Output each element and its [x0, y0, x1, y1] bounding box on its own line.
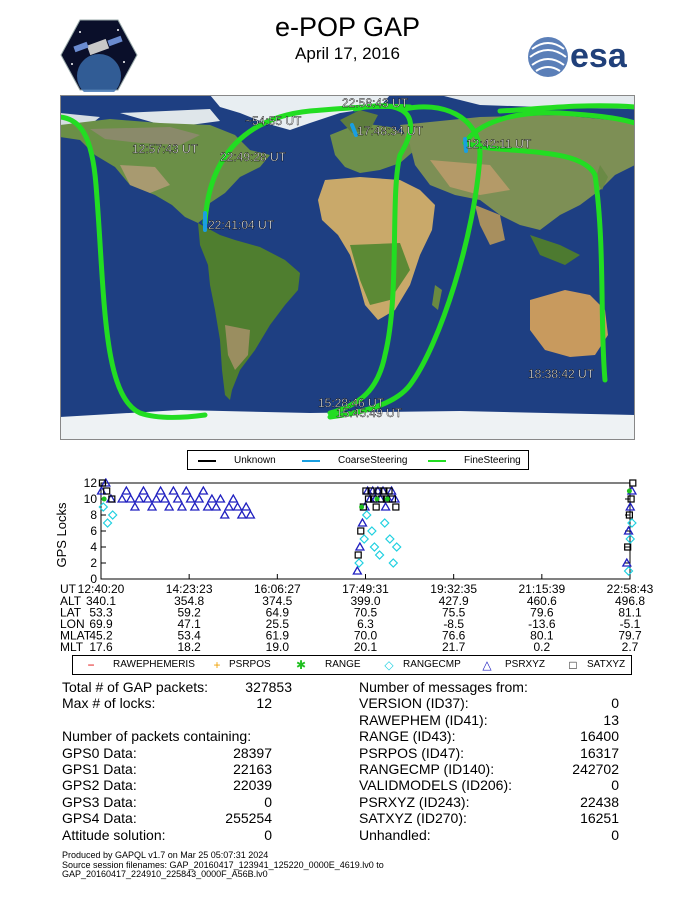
row-value: -13.6 — [528, 617, 556, 631]
rangecmp-point — [109, 511, 117, 519]
stat-value: 22163 — [233, 760, 272, 777]
rangecmp-point — [368, 527, 376, 535]
row-value: 59.2 — [177, 605, 201, 620]
row-value: 374.5 — [262, 594, 293, 608]
satxyz-point — [373, 504, 379, 510]
row-label-mlt: MLT — [60, 640, 84, 654]
stat-label: RANGE (ID43): — [359, 728, 456, 745]
gps-locks-chart — [0, 478, 695, 658]
row-label-mlat: MLAT — [60, 628, 92, 643]
psrxyz-point — [191, 503, 199, 510]
track-label: 17:48:34 UT — [357, 124, 424, 138]
psrxyz-point — [225, 503, 233, 510]
legend-label: RANGE — [325, 659, 361, 670]
track-label: 18:38:42 UT — [528, 367, 595, 381]
stat-label: Unhandled: — [359, 826, 431, 843]
legend-label: SATXYZ — [587, 659, 626, 670]
legend-item-unknown — [198, 451, 298, 469]
rangecmp-point — [381, 519, 389, 527]
row-value: -8.5 — [443, 617, 465, 631]
stat-label: PSRPOS (ID47): — [359, 744, 465, 761]
stat-value: 255254 — [225, 810, 272, 827]
range-point — [375, 497, 380, 502]
stat-value: 13 — [603, 711, 619, 728]
legend-symbol: + — [213, 658, 221, 672]
stat-label: GPS4 Data: — [62, 810, 137, 827]
psrxyz-point — [382, 503, 390, 510]
psrxyz-point — [212, 503, 220, 510]
legend-label: RAWEPHEMERIS — [113, 659, 195, 670]
page-date: April 17, 2016 — [295, 44, 400, 63]
psrxyz-point — [356, 543, 364, 550]
row-value: 53.4 — [177, 628, 201, 643]
stat-row — [359, 761, 619, 777]
x-tick-label: 14:23:23 — [165, 582, 213, 596]
rangecmp-point — [628, 519, 636, 527]
row-value: 75.5 — [441, 605, 466, 620]
gps-legend — [72, 655, 632, 675]
stat-value: 28397 — [233, 744, 272, 761]
rangecmp-point — [376, 551, 384, 559]
track-label: 15:45:49 UT — [336, 406, 403, 420]
row-value: 53.3 — [89, 605, 113, 620]
row-value: 340.1 — [85, 594, 117, 608]
psrxyz-point — [195, 495, 203, 502]
psrxyz-point — [234, 503, 242, 510]
stat-row — [359, 777, 619, 793]
legend-label: CoarseSteering — [338, 455, 408, 466]
legend-symbol: △ — [482, 658, 492, 672]
rangecmp-point — [393, 543, 401, 551]
y-tick-label: 2 — [90, 556, 97, 570]
stat-label: GPS1 Data: — [62, 760, 137, 777]
stat-label: VALIDMODELS (ID206): — [359, 777, 513, 794]
rangecmp-point — [355, 559, 363, 567]
row-value: 61.9 — [265, 628, 290, 643]
rangecmp-point — [99, 503, 107, 511]
y-tick-label: 6 — [90, 524, 97, 538]
stat-value: 0 — [611, 777, 619, 794]
legend-item-satxyz — [567, 656, 631, 674]
track-label: 15:28:46 UT — [318, 396, 385, 410]
psrxyz-point — [157, 487, 165, 494]
stat-row — [359, 827, 619, 843]
satxyz-point — [358, 528, 364, 534]
row-value: 20.1 — [353, 640, 378, 654]
track-label: 22:58:43 UT — [342, 96, 409, 110]
psrxyz-point — [127, 495, 135, 502]
stat-row — [359, 810, 619, 826]
rangecmp-point — [389, 559, 397, 567]
psrxyz-point — [358, 519, 366, 526]
legend-symbol: ✱ — [295, 658, 307, 672]
rangecmp-point — [363, 511, 371, 519]
psrxyz-point — [174, 495, 182, 502]
y-tick-label: 0 — [90, 572, 97, 586]
footer-source-files-cont: GAP_20160417_224910_225843_0000F_A56B.lv0 — [62, 869, 268, 879]
chart-marks — [98, 479, 636, 575]
psrxyz-point — [199, 487, 207, 494]
row-value: 17.6 — [89, 640, 113, 654]
legend-swatch — [428, 460, 446, 462]
rangecmp-point — [370, 543, 378, 551]
orbit-parameter-table — [60, 594, 645, 654]
x-tick-label: 21:15:39 — [518, 582, 566, 596]
stat-row — [62, 761, 292, 777]
row-label-lat: LAT — [60, 605, 82, 620]
psrxyz-point — [118, 495, 126, 502]
stat-label: GPS0 Data: — [62, 744, 137, 761]
legend-swatch — [198, 460, 216, 462]
stat-row — [62, 827, 292, 843]
footer-source-files: Source session filenames: GAP_20160417_123941_125220_0000E_4619.lv0 to — [62, 859, 384, 870]
footer — [62, 851, 384, 880]
stat-row — [62, 712, 292, 728]
stat-label: Attitude solution: — [62, 826, 166, 843]
legend-symbol: − — [87, 658, 95, 672]
stat-row — [359, 728, 619, 744]
row-value: -5.1 — [619, 617, 641, 631]
y-axis-label: GPS Locks — [54, 502, 69, 568]
legend-label: FineSteering — [464, 455, 521, 466]
row-value: 64.9 — [265, 605, 290, 620]
footer-produced-by: Produced by GAPQL v1.7 on Mar 25 05:07:31 2024 — [62, 850, 269, 860]
psrxyz-point — [221, 511, 229, 518]
satxyz-point — [355, 552, 361, 558]
row-value: 496.8 — [614, 594, 646, 608]
psrxyz-point — [152, 495, 160, 502]
psrxyz-point — [208, 495, 216, 502]
stat-label: Number of packets containing: — [62, 728, 252, 745]
map-legend — [187, 450, 529, 470]
y-tick-label: 10 — [83, 492, 97, 506]
stat-label: RAWEPHEM (ID41): — [359, 711, 488, 728]
stat-label: RANGECMP (ID140): — [359, 760, 495, 777]
stat-row — [359, 745, 619, 761]
psrxyz-point — [165, 503, 173, 510]
track-label: 22:49:28 UT — [220, 150, 287, 164]
stat-value: 0 — [264, 826, 272, 843]
y-tick-label: 12 — [83, 478, 97, 490]
satxyz-point — [630, 480, 636, 486]
row-value: 80.1 — [530, 628, 554, 643]
page-title: e-POP GAP — [274, 12, 421, 42]
row-value: 19.0 — [265, 640, 290, 654]
rangecmp-point — [386, 535, 394, 543]
stat-label: GPS2 Data: — [62, 777, 137, 794]
stat-value: 0 — [264, 793, 272, 810]
row-value: 81.1 — [618, 605, 642, 620]
stat-row — [62, 745, 292, 761]
row-value: 47.1 — [177, 617, 201, 631]
x-tick-label: 17:49:31 — [342, 582, 389, 596]
stat-value: 16317 — [580, 744, 619, 761]
psrxyz-point — [178, 503, 186, 510]
row-value: 45.2 — [89, 628, 113, 643]
stat-value: 0 — [611, 826, 619, 843]
legend-symbol: ◇ — [384, 658, 394, 672]
stat-label: VERSION (ID37): — [359, 695, 469, 712]
legend-label: PSRPOS — [229, 659, 271, 670]
row-label-alt: ALT — [60, 594, 82, 608]
row-value: 6.3 — [357, 617, 374, 631]
range-point — [102, 497, 107, 502]
psrxyz-point — [161, 495, 169, 502]
message-stats — [359, 679, 619, 843]
track-label: ~54:55 UT — [245, 114, 302, 128]
stat-label: Total # of GAP packets: — [62, 679, 209, 695]
track-label: 22:41:04 UT — [208, 218, 275, 232]
row-value: 69.9 — [89, 617, 113, 631]
legend-item-coarsesteering — [302, 451, 422, 469]
stat-value: 22039 — [233, 777, 272, 794]
row-value: 21.7 — [441, 640, 466, 654]
row-value: 354.8 — [174, 594, 205, 608]
stat-value: 22438 — [580, 793, 619, 810]
row-value: 18.2 — [177, 640, 201, 654]
row-value: 0.2 — [533, 640, 551, 654]
legend-item-range — [295, 656, 375, 674]
row-value: 427.9 — [438, 594, 469, 608]
x-tick-label: 12:40:20 — [77, 582, 125, 596]
psrxyz-point — [169, 487, 177, 494]
psrxyz-point — [144, 495, 152, 502]
y-tick-label: 4 — [90, 540, 97, 554]
esa-logo-text: esa — [570, 37, 627, 75]
stat-row — [62, 794, 292, 810]
row-value: 25.5 — [265, 617, 290, 631]
stat-label: SATXYZ (ID270): — [359, 810, 467, 827]
psrxyz-point — [216, 495, 224, 502]
track-label: 12:42:11 UT — [466, 137, 532, 151]
row-value: 76.6 — [441, 628, 466, 643]
legend-label: Unknown — [234, 455, 276, 466]
row-value: 70.0 — [353, 628, 378, 643]
y-axis-ticks — [84, 478, 630, 586]
stat-value: 16400 — [580, 728, 619, 745]
rangecmp-point — [360, 535, 368, 543]
mission-badge-logo — [60, 18, 138, 92]
stat-label: PSRXYZ (ID243): — [359, 793, 470, 810]
psrxyz-point — [353, 567, 361, 574]
x-axis-ticks — [60, 574, 654, 596]
psrxyz-point — [131, 503, 139, 510]
packet-stats — [62, 679, 292, 843]
world-map — [60, 95, 635, 440]
esa-logo — [526, 34, 636, 80]
rangecmp-point — [625, 567, 633, 575]
psrxyz-point — [229, 495, 237, 502]
legend-symbol: □ — [569, 658, 577, 672]
range-point — [385, 497, 390, 502]
stat-row — [62, 679, 292, 695]
rangecmp-point — [104, 519, 112, 527]
range-point — [627, 489, 632, 494]
row-label-lon: LON — [60, 617, 85, 631]
satxyz-point — [393, 504, 399, 510]
row-value: 2.7 — [621, 640, 639, 654]
stat-value: 12 — [256, 695, 272, 712]
psrxyz-point — [182, 487, 190, 494]
x-tick-label: 19:32:35 — [430, 582, 478, 596]
x-tick-label: 22:58:43 — [606, 582, 654, 596]
stat-label: Max # of locks: — [62, 695, 156, 712]
stat-value: 0 — [611, 695, 619, 712]
stat-value: 16251 — [580, 810, 619, 827]
y-tick-label: 8 — [90, 508, 97, 522]
psrxyz-point — [148, 503, 156, 510]
legend-item-psrpos — [211, 656, 291, 674]
legend-item-finesteering — [428, 451, 528, 469]
stat-row — [359, 695, 619, 711]
row-value: 79.7 — [618, 628, 642, 643]
stat-value: 242702 — [572, 760, 619, 777]
psrxyz-point — [204, 503, 212, 510]
stat-row — [62, 777, 292, 793]
esa-globe-icon — [526, 35, 570, 79]
legend-label: RANGECMP — [403, 659, 461, 670]
psrxyz-point — [246, 511, 254, 518]
x-tick-label: 16:06:27 — [253, 582, 301, 596]
psrxyz-point — [238, 511, 246, 518]
psrxyz-point — [139, 487, 147, 494]
row-value: 79.6 — [530, 605, 554, 620]
stat-row — [359, 712, 619, 728]
stat-row — [62, 695, 292, 711]
stat-row — [359, 794, 619, 810]
x-axis-prefix-label: UT — [60, 582, 76, 596]
psrxyz-point — [135, 495, 143, 502]
stat-row — [359, 679, 619, 695]
stat-value: 327853 — [245, 679, 292, 695]
legend-item-rawephemeris — [85, 656, 195, 674]
stat-label: GPS3 Data: — [62, 793, 137, 810]
legend-label: PSRXYZ — [505, 659, 546, 670]
psrxyz-point — [187, 495, 195, 502]
stat-label: Number of messages from: — [359, 679, 528, 695]
legend-swatch — [302, 460, 320, 462]
legend-item-rangecmp — [383, 656, 483, 674]
row-value: 460.6 — [526, 594, 557, 608]
range-point — [359, 505, 364, 510]
row-value: 70.5 — [353, 605, 378, 620]
row-value: 399.0 — [350, 594, 381, 608]
stat-row — [62, 810, 292, 826]
track-label: 12:57:43 UT — [132, 142, 199, 156]
psrxyz-point — [122, 487, 130, 494]
stat-row — [62, 728, 292, 744]
legend-item-psrxyz — [481, 656, 561, 674]
psrxyz-point — [242, 503, 250, 510]
